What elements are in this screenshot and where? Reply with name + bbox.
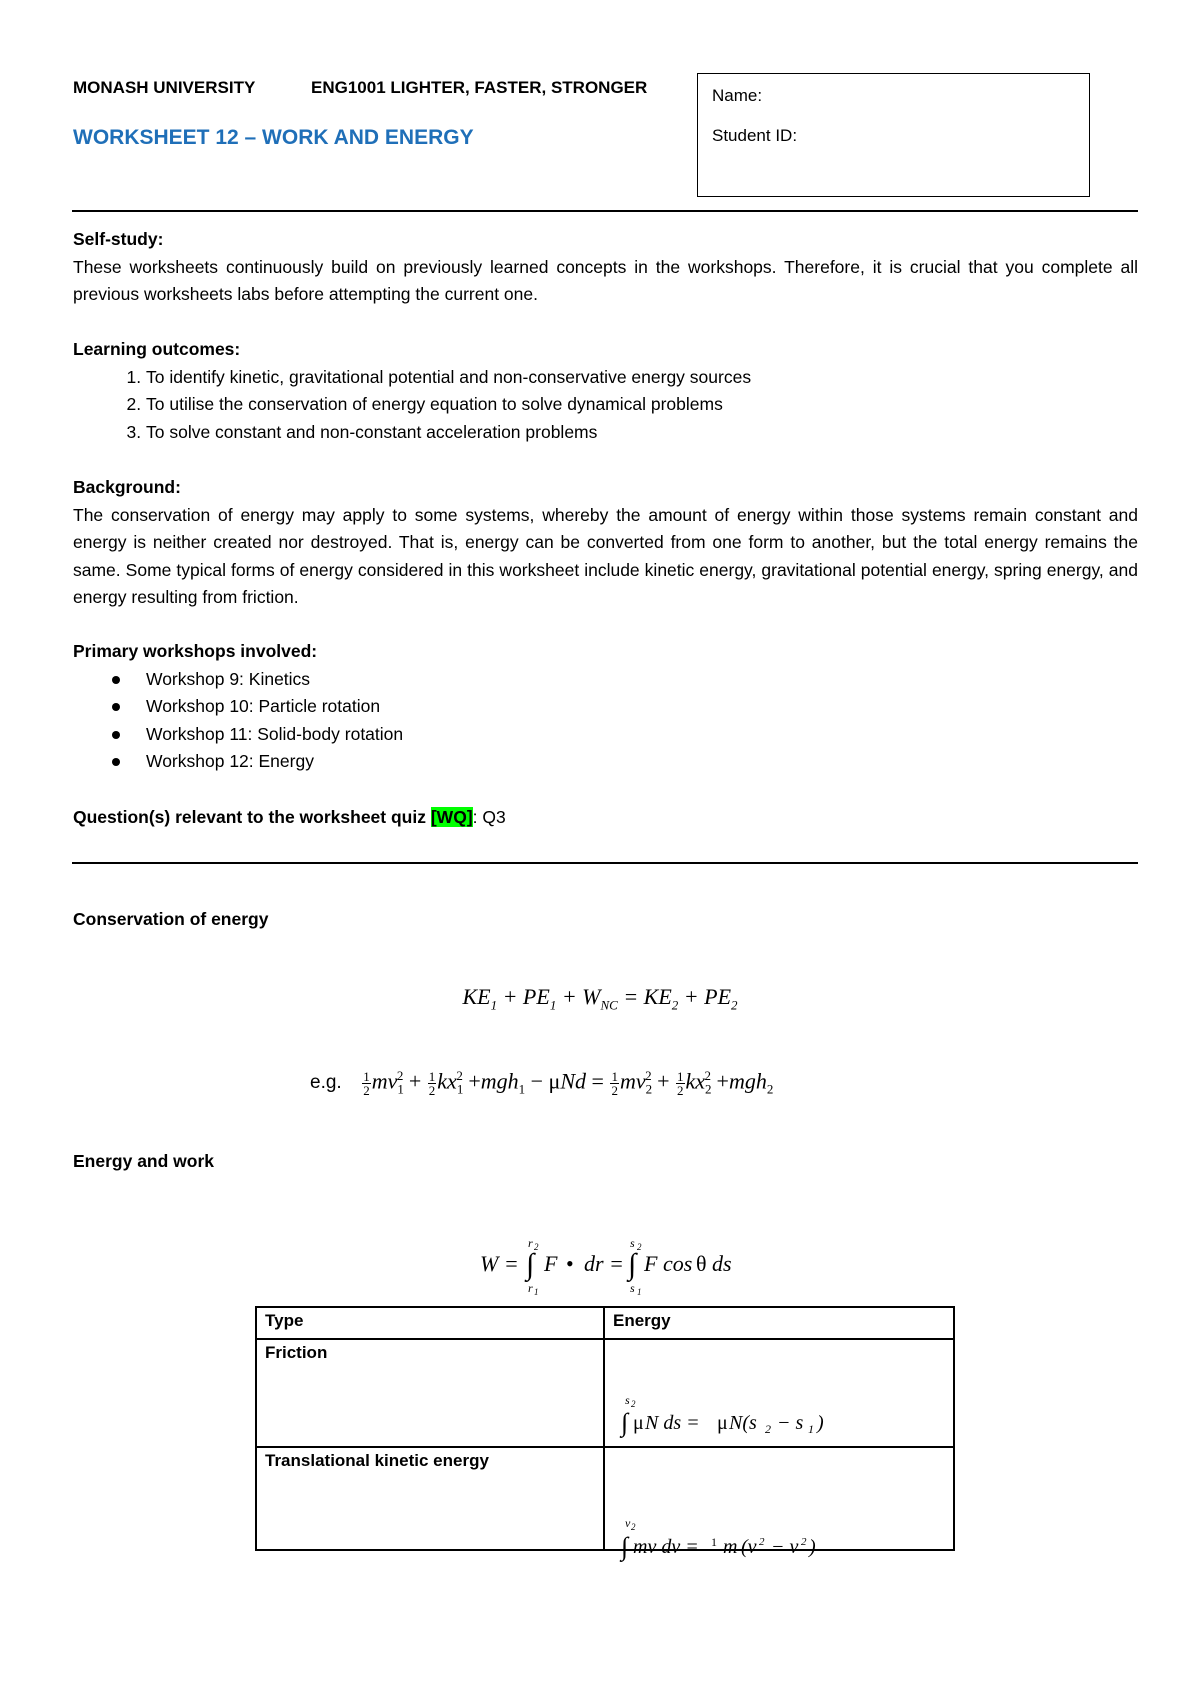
table-header-type: Type <box>256 1307 604 1339</box>
learning-outcomes-heading: Learning outcomes: <box>73 339 241 359</box>
workshops-section <box>73 638 1138 776</box>
svg-text:2: 2 <box>765 1422 771 1436</box>
page-title: WORKSHEET 12 – WORK AND ENERGY <box>73 126 474 149</box>
svg-text:): ) <box>817 1412 824 1434</box>
svg-text:2: 2 <box>534 1242 539 1252</box>
svg-text:1: 1 <box>808 1422 814 1436</box>
learning-outcomes-list <box>73 364 1138 447</box>
list-item: Workshop 10: Particle rotation <box>146 693 1138 721</box>
energy-table <box>255 1306 955 1561</box>
list-item: 3. To solve constant and non-constant acceleration problems <box>146 419 1138 447</box>
svg-text:2: 2 <box>759 1536 765 1548</box>
svg-text:s: s <box>630 1281 635 1295</box>
svg-text:1: 1 <box>534 1287 539 1297</box>
svg-text:μ: μ <box>717 1412 728 1434</box>
list-item: Workshop 9: Kinetics <box>146 666 1138 694</box>
workshops-heading: Primary workshops involved: <box>73 641 318 661</box>
svg-text:∫: ∫ <box>628 1248 637 1281</box>
kinetic-energy-cell <box>604 1447 954 1561</box>
svg-text:2: 2 <box>631 1522 636 1532</box>
name-box <box>697 73 1090 197</box>
svg-text:∫: ∫ <box>621 1532 629 1561</box>
svg-text:1: 1 <box>637 1287 642 1297</box>
svg-text:F cos: F cos <box>644 1251 693 1276</box>
quiz-label: Question(s) relevant to the worksheet quiz <box>73 807 426 827</box>
svg-text:r: r <box>528 1236 533 1250</box>
svg-text:2: 2 <box>801 1536 807 1548</box>
self-study-text: These worksheets continuously build on previously learned concepts in the workshops. Therefore, it is crucial that you complete all previous worksheets labs before attempting the current one. <box>73 256 1138 304</box>
svg-text:∫: ∫ <box>526 1248 535 1281</box>
svg-text:•: • <box>566 1251 574 1276</box>
svg-text:N(s: N(s <box>729 1412 757 1434</box>
list-item: 1. To identify kinetic, gravitational potential and non-conservative energy sources <box>146 364 1138 392</box>
example-equation: e.g. $\frac{1}{2}$ $mv_1^2$ + $\frac{1}{2}$ $kx_1^2 +mgh_1 - \mu Nd$ = $\frac{1}{2}$ $mv_2^2$ + $\frac{1}{2}$ $kx_2^2 +mgh_2$ <box>310 1068 774 1098</box>
background-heading: Background: <box>73 477 181 497</box>
self-study-heading: Self-study: <box>73 229 164 249</box>
svg-text:(v: (v <box>741 1536 757 1558</box>
svg-text:dr =: dr = <box>584 1251 624 1276</box>
svg-text:μ: μ <box>633 1412 644 1434</box>
svg-text:s: s <box>625 1393 630 1407</box>
work-equation <box>470 1232 750 1297</box>
workshops-list <box>73 666 1138 776</box>
divider-middle <box>72 862 1138 864</box>
background-section <box>73 474 1138 612</box>
self-study-section <box>73 226 1138 309</box>
kinetic-equation <box>613 1451 873 1561</box>
name-label: Name: <box>712 86 763 105</box>
svg-text:θ: θ <box>696 1251 707 1276</box>
energy-work-heading: Energy and work <box>73 1151 215 1171</box>
svg-text:N ds =: N ds = <box>645 1412 700 1434</box>
svg-text:1: 1 <box>711 1535 717 1549</box>
friction-energy-cell <box>604 1339 954 1447</box>
eg-label: e.g. <box>310 1072 342 1094</box>
svg-text:s: s <box>630 1236 635 1250</box>
svg-text:W =: W = <box>480 1251 519 1276</box>
svg-text:v: v <box>625 1516 631 1530</box>
quiz-line <box>73 804 1138 832</box>
svg-text:F: F <box>544 1251 558 1276</box>
bullet-icon <box>112 703 120 711</box>
svg-text:2: 2 <box>631 1399 636 1409</box>
svg-text:r: r <box>528 1281 533 1295</box>
background-text: The conservation of energy may apply to some systems, whereby the amount of energy within those systems remain constant and energy is neither created nor destroyed. That is, energy can be converted from one form to another, but the total energy remains the same. Some typical forms of energy considered in this worksheet include kinetic energy, gravitational potential energy, spring energy, and energy resulting from friction. <box>73 504 1138 607</box>
bullet-icon <box>112 676 120 684</box>
table-row <box>256 1339 954 1447</box>
quiz-tag: [WQ] <box>430 807 473 827</box>
bullet-icon <box>112 731 120 739</box>
list-item: Workshop 11: Solid-body rotation <box>146 721 1138 749</box>
course-name: ENG1001 LIGHTER, FASTER, STRONGER <box>311 78 648 97</box>
quiz-suffix: : Q3 <box>472 807 506 827</box>
row-type: Translational kinetic energy <box>256 1447 604 1550</box>
bullet-icon <box>112 758 120 766</box>
svg-text:− v: − v <box>771 1536 799 1558</box>
table-header-energy: Energy <box>604 1307 954 1339</box>
conservation-equation: $KE_1 + PE_1 + W_{NC} = KE_2 + PE_2$ <box>462 984 738 1013</box>
conservation-heading: Conservation of energy <box>73 909 269 929</box>
svg-text:∫: ∫ <box>621 1408 629 1437</box>
friction-equation <box>613 1343 873 1438</box>
list-item: 2. To utilise the conservation of energy equation to solve dynamical problems <box>146 391 1138 419</box>
divider-top <box>72 210 1138 212</box>
svg-text:): ) <box>809 1536 816 1558</box>
university-name: MONASH UNIVERSITY <box>73 78 256 97</box>
svg-text:ds: ds <box>712 1251 732 1276</box>
table-header-row <box>256 1307 954 1339</box>
svg-text:m: m <box>723 1536 738 1558</box>
learning-outcomes-section <box>73 336 1138 446</box>
list-item: Workshop 12: Energy <box>146 748 1138 776</box>
svg-text:2: 2 <box>637 1242 642 1252</box>
svg-text:− s: − s <box>777 1412 804 1434</box>
student-id-label: Student ID: <box>712 126 798 145</box>
row-type: Friction <box>256 1339 604 1447</box>
table-row <box>256 1447 954 1550</box>
svg-text:mv dv =: mv dv = <box>633 1536 699 1558</box>
